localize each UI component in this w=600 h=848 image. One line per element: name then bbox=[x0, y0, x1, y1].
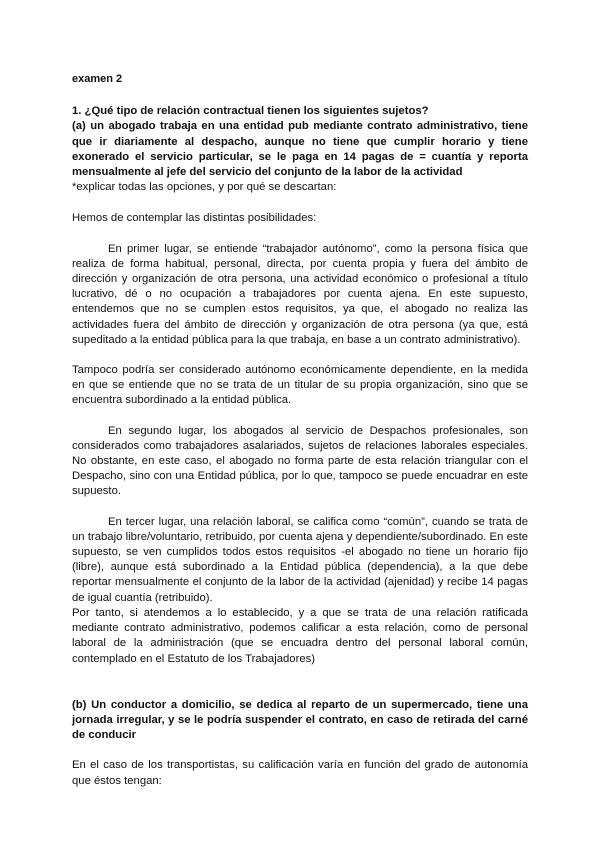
document-title: examen 2 bbox=[72, 73, 123, 85]
paragraph-transportistas: En el caso de los transportistas, su calificación varía en función del grado de autonomía que éstos tengan: bbox=[72, 759, 528, 787]
question-1a-statement: (a) un abogado trabaja en una entidad pub mediante contrato administrativo, tiene que ir diariamente al despacho, aunque no tiene que cumplir horario y tiene exonerado el servicio particular, se le paga en 14 pagas de = cuantía y reporta mensualmente al jefe del servicio del conjunto de la labor de la actividad bbox=[72, 120, 528, 179]
paragraph-trade: Tampoco podría ser considerado autónomo económicamente dependiente, en la medida en que se entiende que no se trata de un titular de su propia organización, sino que se encuentra subordinado a la entidad pública. bbox=[72, 364, 528, 407]
document-page bbox=[72, 72, 528, 804]
paragraph-autonomo: En primer lugar, se entiende “trabajador autónomo”, como la persona física que realiza de forma habitual, personal, directa, por cuenta propia y fuera del ámbito de dirección y organización de otra persona, una actividad económico o profesional a título lucrativo, dé o no ocupación a trabajadores por cuenta ajena. En este supuesto, entendemos que no se cumplen estos requisitos, ya que, el abogado no realiza las actividades fuera del ámbito de dirección y organización de otra persona (ya que, está supeditado a la entidad pública para la que trabaja, en base a un contrato administrativo). bbox=[72, 242, 528, 346]
instruction-note: *explicar todas las opciones, y por qué se descartan: bbox=[72, 181, 337, 194]
paragraph-despachos: En segundo lugar, los abogados al servicio de Despachos profesionales, son considerados como trabajadores asalariados, sujetos de relaciones laborales especiales. No obstante, en este caso, el abogado no forma parte de esta relación triangular con el Despacho, sino con una Entidad pública, por lo que, tampoco se puede encuadrar en este supuesto. bbox=[72, 424, 528, 498]
question-1-heading: 1. ¿Qué tipo de relación contractual tienen los siguientes sujetos? bbox=[72, 105, 429, 118]
paragraph-conclusion: Por tanto, si atendemos a lo establecido, y a que se trata de una relación ratificada mediante contrato administrativo, podemos calificar a esta relación, como de personal laboral de la administración (que se encuadra dentro del personal laboral común, contemplado en el Estatuto de los Trabajadores) bbox=[72, 606, 528, 665]
intro-paragraph: Hemos de contemplar las distintas posibilidades: bbox=[72, 212, 317, 225]
question-1b-statement: (b) Un conductor a domicilio, se dedica al reparto de un supermercado, tiene una jornada irregular, y se le podría suspender el contrato, en caso de retirada del carné de conducir bbox=[72, 698, 528, 742]
paragraph-relacion-comun: En tercer lugar, una relación laboral, se califica como “común”, cuando se trata de un trabajo libre/voluntario, retribuido, por cuenta ajena y dependiente/subordinado. En este supuesto, se ven cumplidos todos estos requisitos -el abogado no tiene un horario fijo (libre), aunque está subordinado a la Entidad pública (dependencia), a la que debe reportar mensualmente el conjunto de la labor de la actividad (ajenidad) y recibe 14 pagas de igual cuantía (retribuido). bbox=[72, 515, 528, 604]
